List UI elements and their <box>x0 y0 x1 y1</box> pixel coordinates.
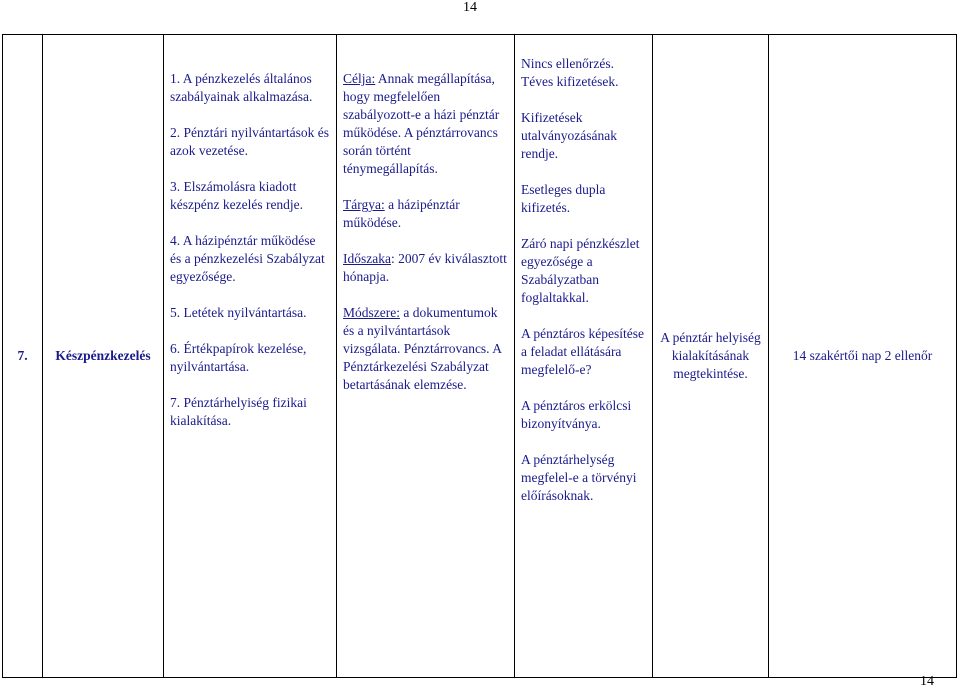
scope-cell <box>337 35 515 678</box>
method-text: a dokumentumok és a nyilvántartások vizsgálata. Pénztárrovancs. A Pénztárkezelési Szabályzat betartásának elemzése. <box>343 305 502 392</box>
site-check-cell: A pénztár helyiség kialakításának megtekintése. <box>653 35 769 678</box>
issues-cell <box>515 35 653 678</box>
page-number-top: 14 <box>463 0 477 15</box>
topic-item: 1. A pénzkezelés általános szabályainak alkalmazása. <box>170 71 313 104</box>
audit-plan-table <box>2 34 957 678</box>
goal-paragraph <box>343 70 508 178</box>
resources-cell: 14 szakértői nap 2 ellenőr <box>769 35 957 678</box>
period-text: : 2007 év kiválasztott hónapja. <box>343 251 507 284</box>
goal-text: Annak megállapítása, hogy megfelelően szabályozott-e a házi pénztár működése. A pénztárrovancs során történt ténymegállapítás. <box>343 71 500 176</box>
topic-item: 7. Pénztárhelyiség fizikai kialakítása. <box>170 395 307 428</box>
issue-item: A pénztárhelység megfelel-e a törvényi előírásoknak. <box>521 452 637 503</box>
period-paragraph <box>343 250 508 286</box>
topics-cell <box>164 35 337 678</box>
goal-label: Célja: <box>343 71 376 86</box>
subject-text: a házipénztár működése. <box>343 197 460 230</box>
topic-item: 2. Pénztári nyilvántartások és azok vezetése. <box>170 125 329 158</box>
period-label: Időszaka <box>343 251 391 266</box>
topic-item: 4. A házipénztár működése és a pénzkezelési Szabályzat egyezősége. <box>170 233 325 284</box>
subject-label: Tárgya: <box>343 197 385 212</box>
method-paragraph <box>343 304 508 394</box>
issue-item: Kifizetések utalványozásának rendje. <box>521 110 617 161</box>
issue-item: Téves kifizetések. <box>521 74 619 89</box>
table-row <box>3 35 957 678</box>
topic-item: 6. Értékpapírok kezelése, nyilvántartása. <box>170 341 307 374</box>
row-name: Készpénzkezelés <box>43 35 164 678</box>
topic-item: 3. Elszámolásra kiadott készpénz kezelés rendje. <box>170 179 304 212</box>
issue-item: Nincs ellenőrzés. <box>521 56 614 71</box>
page-number-bottom: 14 <box>920 674 934 689</box>
subject-paragraph <box>343 196 508 232</box>
topic-item: 5. Letétek nyilvántartása. <box>170 305 307 320</box>
issue-item: Záró napi pénzkészlet egyezősége a Szabályzatban foglaltakkal. <box>521 236 640 305</box>
issue-item: A pénztáros erkölcsi bizonyítványa. <box>521 398 632 431</box>
method-label: Módszere: <box>343 305 400 320</box>
issue-item: Esetleges dupla kifizetés. <box>521 182 606 215</box>
issue-item: A pénztáros képesítése a feladat ellátására megfelelő-e? <box>521 326 644 377</box>
row-number: 7. <box>3 35 43 678</box>
